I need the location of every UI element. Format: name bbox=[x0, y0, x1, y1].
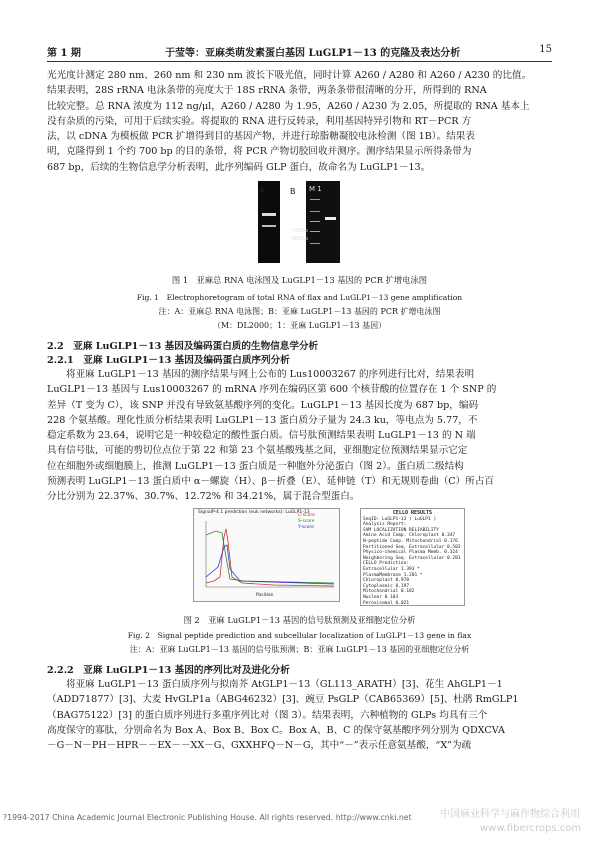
text-line: 法，以 cDNA 为模板做 PCR 扩增得到目的基因产物，并进行琼脂糖凝胶电泳检测（图 1B）。结果表 bbox=[47, 131, 475, 143]
text-line: 具有信号肽，可能的剪切位点位于第 22 和第 23 个氨基酸残基之间，亚细胞定位预测结果显示它定 bbox=[47, 445, 468, 457]
chart-xlabel: Position bbox=[256, 593, 274, 598]
text-line: 明，克隆得到 1 个约 700 bp 的目的条带，将 PCR 产物切胶回收并测序。测序结果显示所得条带为 bbox=[47, 146, 472, 158]
panel-line: N-peptide Comp. Mitochondrial 0.176 bbox=[363, 538, 458, 544]
figure2-caption-cn: 图 2 亚麻 LuGLP1－13 基因的信号肽预测及亚细胞定位分析 bbox=[183, 615, 416, 625]
page-number: 15 bbox=[539, 44, 552, 55]
rna-band-28s bbox=[262, 213, 276, 216]
text-line: 稳定系数为 23.64，说明它是一种较稳定的酸性蛋白质。信号肽预测结果表明 LuGLP1－13 的 N 端 bbox=[47, 430, 476, 442]
panel-line: Chloroplast 0.970 bbox=[363, 578, 410, 584]
issue-number: 第 1 期 bbox=[47, 48, 81, 59]
figure2-caption-en: Fig. 2 Signal peptide prediction and subcellular localization of LuGLP1－13 gene in flax bbox=[127, 631, 472, 640]
text-line: 将亚麻 LuGLP1－13 基因的测序结果与网上公布的 Lus10003267 的序列进行比对，结果表明 bbox=[66, 369, 475, 380]
marker-band bbox=[310, 199, 320, 200]
figure1-caption-en: Fig. 1 Electrophoretogram of total RNA of flax and LuGLP1－13 gene amplification bbox=[136, 293, 463, 302]
panel-line: Cytoplasmic 0.197 bbox=[363, 583, 410, 589]
section-heading-2-2: 2.2 亚麻 LuGLP1－13 基因及编码蛋白质的生物信息学分析 bbox=[47, 341, 319, 352]
gel-b-label: B bbox=[290, 187, 296, 196]
panel-line: Physico-chemical Plasma Memb. 0.324 bbox=[363, 550, 458, 556]
cello-results-panel bbox=[360, 508, 465, 606]
text-line: 高度保守的寡肽，分别命名为 Box A、Box B、Box C。Box A、B、C 的保守氨基酸序列分别为 QDXCVA bbox=[47, 724, 505, 736]
panel-line: Mitochondrial 0.182 bbox=[363, 589, 415, 595]
text-line: 光光度计测定 280 nm、260 nm 和 230 nm 波长下吸光值，同时计算 A260 / A280 和 A260 / A230 的比值。 bbox=[47, 70, 532, 81]
paragraph-alignment bbox=[47, 677, 552, 753]
figure1-note: 注：A：亚麻总 RNA 电泳图；B：亚麻 LuGLP1－13 基因的 PCR 扩增电泳图 bbox=[158, 307, 441, 316]
marker-band bbox=[310, 243, 320, 244]
paragraph-rna-results bbox=[47, 68, 552, 175]
pcr-band bbox=[325, 217, 336, 220]
gel-lane-labels: M 1 bbox=[309, 185, 322, 193]
text-line: （BAG75122）[3] 的蛋白质序列进行多重序列比对（图 3）。结果表明，六种植物的 GLPs 均具有三个 bbox=[47, 709, 488, 721]
panel-line: SVM LOCALIZATION RELIABILITY bbox=[363, 527, 439, 533]
paragraph-sequence-analysis bbox=[47, 367, 552, 505]
text-line: 位在细胞外或细胞膜上，推测 LuGLP1－13 蛋白质是一种胞外分泌蛋白（图 2）。蛋白质二级结构 bbox=[47, 460, 464, 472]
panel-line: Peroxisomal 0.021 bbox=[363, 600, 410, 606]
panel-line: Partitioned Seq. Extracellular 0.502 bbox=[363, 544, 461, 550]
figure1-caption-cn: 图 1 亚麻总 RNA 电泳图及 LuGLP1－13 基因的 PCR 扩增电泳图 bbox=[171, 275, 428, 285]
panel-line: Analysis Report: bbox=[363, 522, 407, 528]
text-line: 687 bp，后续的生物信息学分析表明，此序列编码 GLP 蛋白，故命名为 LuGLP1－13。 bbox=[47, 161, 431, 173]
text-line: 分比分别为 22.37%、30.7%、12.72% 和 34.21%，属于混合型蛋白。 bbox=[47, 491, 360, 503]
legend-y-score: Y-score bbox=[298, 525, 314, 530]
section-heading-2-2-2: 2.2.2 亚麻 LuGLP1－13 基因的序列比对及进化分析 bbox=[47, 665, 290, 676]
figure1-note-2: （M：DL2000；1：亚麻 LuGLP1－13 基因） bbox=[212, 321, 387, 330]
chart-title: SignalP-4.1 prediction (euk networks): LuGLP1-13 bbox=[198, 510, 310, 515]
watermark-text: 中国麻业科学与麻作物综合利用 bbox=[440, 809, 580, 820]
panel-line: Extracellular 1.393 * bbox=[363, 566, 420, 572]
legend-s-score: S-score bbox=[298, 519, 315, 524]
text-line: 比较完整。总 RNA 浓度为 112 ng/μl，A260 / A280 为 1.95，A260 / A230 为 2.05，所提取的 RNA 基本上 bbox=[47, 100, 530, 112]
signal-peptide-chart bbox=[193, 508, 340, 602]
panel-line: Neighboring Seq. Extracellular 0.281 bbox=[363, 555, 461, 561]
text-line: 差异（T 变为 C），该 SNP 并没有导致氨基酸序列的变化。LuGLP1－13 基因长度为 687 bp，编码 bbox=[47, 399, 479, 411]
running-title: 于莹等：亚麻类萌发素蛋白基因 LuGLP1－13 的克隆及表达分析 bbox=[165, 48, 461, 59]
marker-band bbox=[310, 211, 320, 212]
panel-line: Amino Acid Comp. Chloroplast 0.347 bbox=[363, 533, 456, 539]
watermark-url: www.fibercrops.com bbox=[480, 823, 582, 834]
signal-peptide-plot bbox=[194, 517, 339, 595]
text-line: 结果表明，28S rRNA 电泳条带的亮度大于 18S rRNA 条带，两条条带很清晰的分开，所得到的 RNA bbox=[47, 85, 487, 97]
text-line: 预测表明 LuGLP1－13 蛋白质中 α－螺旋（H）、β－折叠（E）、延伸链（T）和无规则卷曲（C）所占百 bbox=[47, 476, 495, 488]
marker-band bbox=[310, 221, 320, 222]
panel-line: CELLO Prediction: bbox=[363, 561, 410, 567]
marker-band bbox=[310, 231, 320, 232]
text-line: 228 个氨基酸。理化性质分析结果表明 LuGLP1－13 蛋白质分子量为 24.3 ku，等电点为 5.77，不 bbox=[47, 414, 478, 426]
text-line: －G－N－PH－HPR－－EX－－XX－G、GXXHFQ－N－G，其中“－”表示任意氨基酸，“X”为疏 bbox=[47, 740, 472, 752]
gel-a-label: A bbox=[259, 186, 265, 195]
header-rule bbox=[47, 61, 552, 62]
marker-500-label: 500bp bbox=[292, 236, 308, 242]
figure2-note: 注：A：亚麻 LuGLP1－13 基因的信号肽预测；B：亚麻 LuGLP1－13 基因的亚细胞定位分析 bbox=[129, 645, 470, 654]
panel-line: Nuclear 0.103 bbox=[363, 594, 399, 600]
marker-750-label: 750bp bbox=[292, 228, 308, 234]
section-heading-2-2-1: 2.2.1 亚麻 LuGLP1－13 基因及编码蛋白质序列分析 bbox=[47, 355, 290, 366]
panel-line: SeqID: LuGLP1-13 ( LuGLP1 ) bbox=[363, 516, 437, 522]
legend-c-score: C-score bbox=[298, 513, 315, 518]
text-line: （ADD71877）[3]、大麦 HvGLP1a（ABG46232）[3]、豌豆 PsGLP（CAB65369）[5]、杜鹃 RmGLP1 bbox=[47, 694, 519, 706]
rna-band-18s bbox=[262, 225, 276, 227]
panel-title: CELLO RESULTS bbox=[392, 510, 433, 516]
text-line: 将亚麻 LuGLP1－13 蛋白质序列与拟南芥 AtGLP1－13（GL113_ARATH）[3]、花生 AhGLP1－1 bbox=[66, 679, 503, 690]
copyright-footer: ?1994-2017 China Academic Journal Electronic Publishing House. All rights reserved. http://www.cnki.net bbox=[3, 813, 412, 822]
panel-line: PlasmaMembrane 1.201 * bbox=[363, 572, 423, 578]
text-line: 没有杂质的污染，可用于后续实验。将提取的 RNA 进行反转录，利用基因特异引物和 RT－PCR 方 bbox=[47, 115, 472, 127]
text-line: LuGLP1－13 基因与 Lus10003267 的 mRNA 序列在编码区第 600 个核苷酸的位置存在 1 个 SNP 的 bbox=[47, 384, 497, 396]
gel-image-b bbox=[306, 181, 340, 263]
